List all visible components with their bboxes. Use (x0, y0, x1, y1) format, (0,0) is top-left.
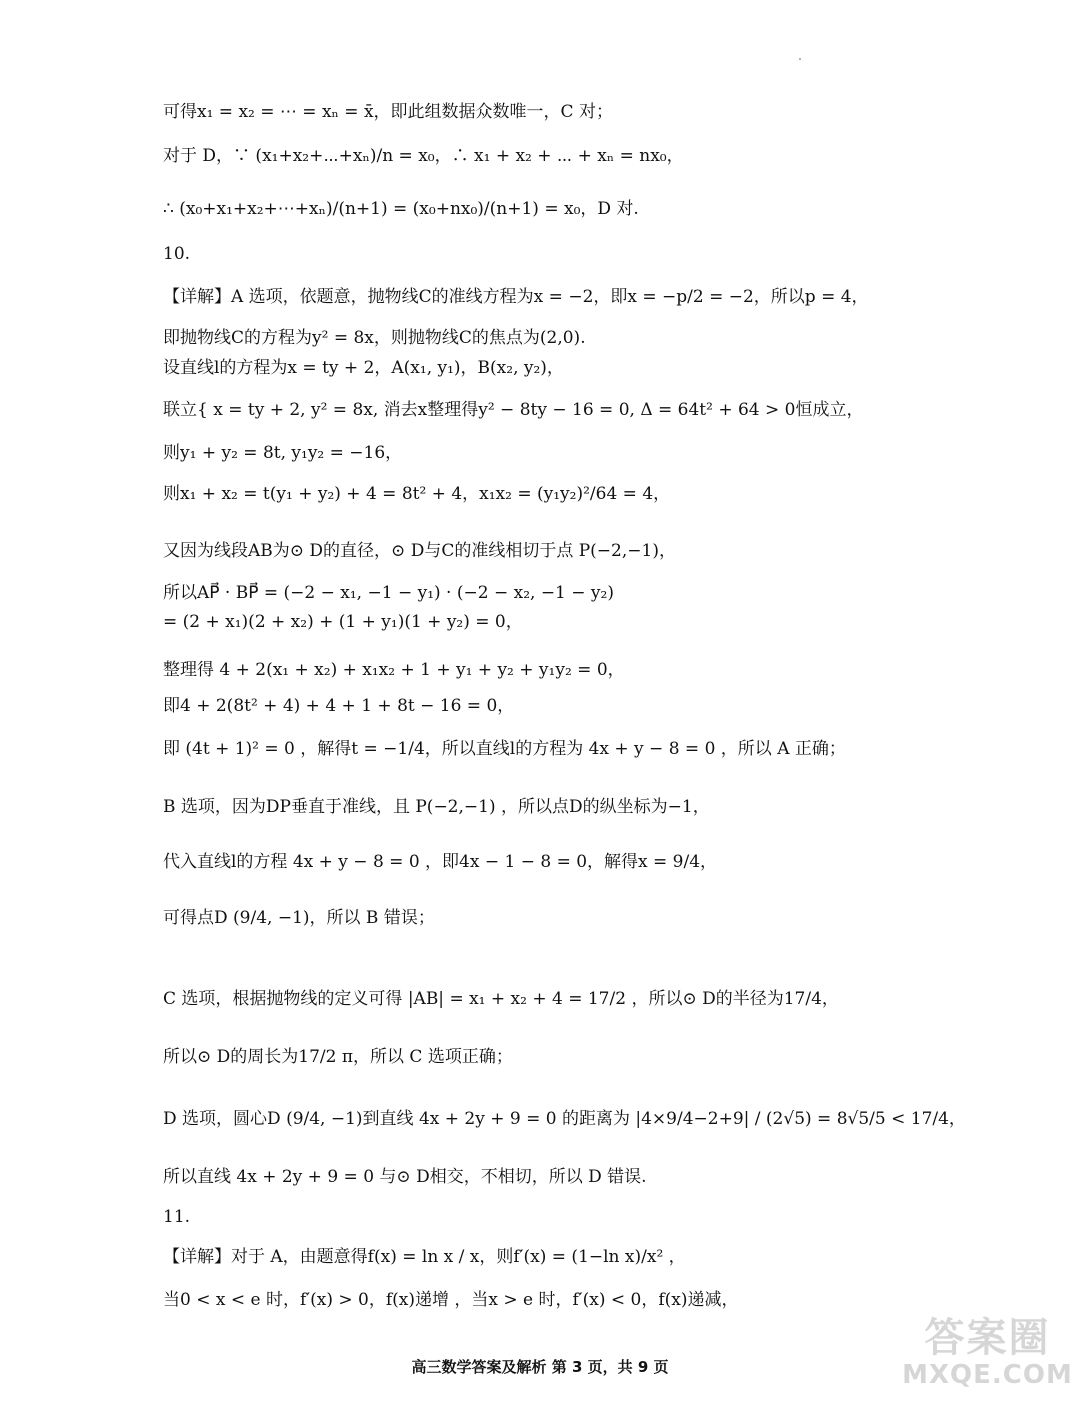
text-line: 整理得 4 + 2(x₁ + x₂) + x₁x₂ + 1 + y₁ + y₂ + y₁y₂ = 0， (163, 660, 625, 680)
watermark-en: MXQE.COM (902, 1360, 1073, 1390)
text-line: 【详解】对于 A，由题意得f(x) = ln x / x，则f′(x) = (1−ln x)/x² ， (163, 1247, 686, 1267)
text-line: 则y₁ + y₂ = 8t, y₁y₂ = −16， (163, 443, 403, 463)
text-line: 设直线l的方程为x = ty + 2，A(x₁, y₁)，B(x₂, y₂)， (163, 358, 564, 378)
text-line: 即4 + 2(8t² + 4) + 4 + 1 + 8t − 16 = 0， (163, 696, 515, 716)
watermark-cn: 答案圈 (924, 1315, 1051, 1361)
scan-dot (799, 58, 801, 60)
text-line: 当0 < x < e 时，f′(x) > 0，f(x)递增 ，当x > e 时，f′(x) < 0，f(x)递减， (163, 1290, 739, 1310)
text-line: 所以⊙ D的周长为17/2 π，所以 C 选项正确； (163, 1047, 513, 1067)
question-number: 10. (163, 244, 191, 264)
text-line: = (2 + x₁)(2 + x₂) + (1 + y₁)(1 + y₂) = 0， (163, 612, 523, 632)
watermark-logo (900, 1315, 1075, 1410)
text-line: ∴ (x₀+x₁+x₂+⋯+xₙ)/(n+1) = (x₀+nx₀)/(n+1) = x₀，D 对. (163, 199, 639, 219)
text-line: 即抛物线C的方程为y² = 8x，则抛物线C的焦点为(2,0). (163, 328, 586, 348)
text-line: 即 (4t + 1)² = 0 ，解得t = −1/4，所以直线l的方程为 4x + y − 8 = 0 ，所以 A 正确； (163, 739, 846, 759)
text-line: 可得x₁ = x₂ = ⋯ = xₙ = x̄，即此组数据众数唯一，C 对； (163, 102, 613, 122)
text-line: C 选项，根据抛物线的定义可得 |AB| = x₁ + x₂ + 4 = 17/2 ，所以⊙ D的半径为17/4， (163, 989, 839, 1009)
text-line: B 选项，因为DP垂直于准线，且 P(−2,−1) ，所以点D的纵坐标为−1， (163, 797, 710, 817)
text-line: 所以直线 4x + 2y + 9 = 0 与⊙ D相交，不相切，所以 D 错误. (163, 1167, 647, 1187)
text-line: 又因为线段AB为⊙ D的直径，⊙ D与C的准线相切于点 P(−2,−1)， (163, 541, 676, 561)
text-line: 【详解】A 选项，依题意，抛物线C的准线方程为x = −2，即x = −p/2 = −2，所以p = 4， (163, 287, 869, 307)
text-line: 则x₁ + x₂ = t(y₁ + y₂) + 4 = 8t² + 4，x₁x₂ = (y₁y₂)²/64 = 4， (163, 484, 671, 504)
text-line: 联立{ x = ty + 2, y² = 8x, 消去x整理得y² − 8ty − 16 = 0, Δ = 64t² + 64 > 0恒成立， (163, 400, 864, 420)
page-footer: 高三数学答案及解析 第 3 页，共 9 页 (411, 1358, 669, 1376)
text-line: 所以AP⃗ · BP⃗ = (−2 − x₁, −1 − y₁) · (−2 − x₂, −1 − y₂) (163, 583, 614, 603)
text-line: 代入直线l的方程 4x + y − 8 = 0 ，即4x − 1 − 8 = 0，解得x = 9/4， (163, 852, 718, 872)
text-line: 可得点D (9/4, −1)，所以 B 错误； (163, 908, 435, 928)
question-number: 11. (163, 1207, 191, 1227)
text-line: 对于 D，∵ (x₁+x₂+⋯+xₙ)/n = x₀，∴ x₁ + x₂ + ⋯ + xₙ = nx₀， (163, 146, 684, 166)
text-line: D 选项，圆心D (9/4, −1)到直线 4x + 2y + 9 = 0 的距离为 |4×9/4−2+9| / (2√5) = 8√5/5 < 17/4， (163, 1109, 966, 1129)
